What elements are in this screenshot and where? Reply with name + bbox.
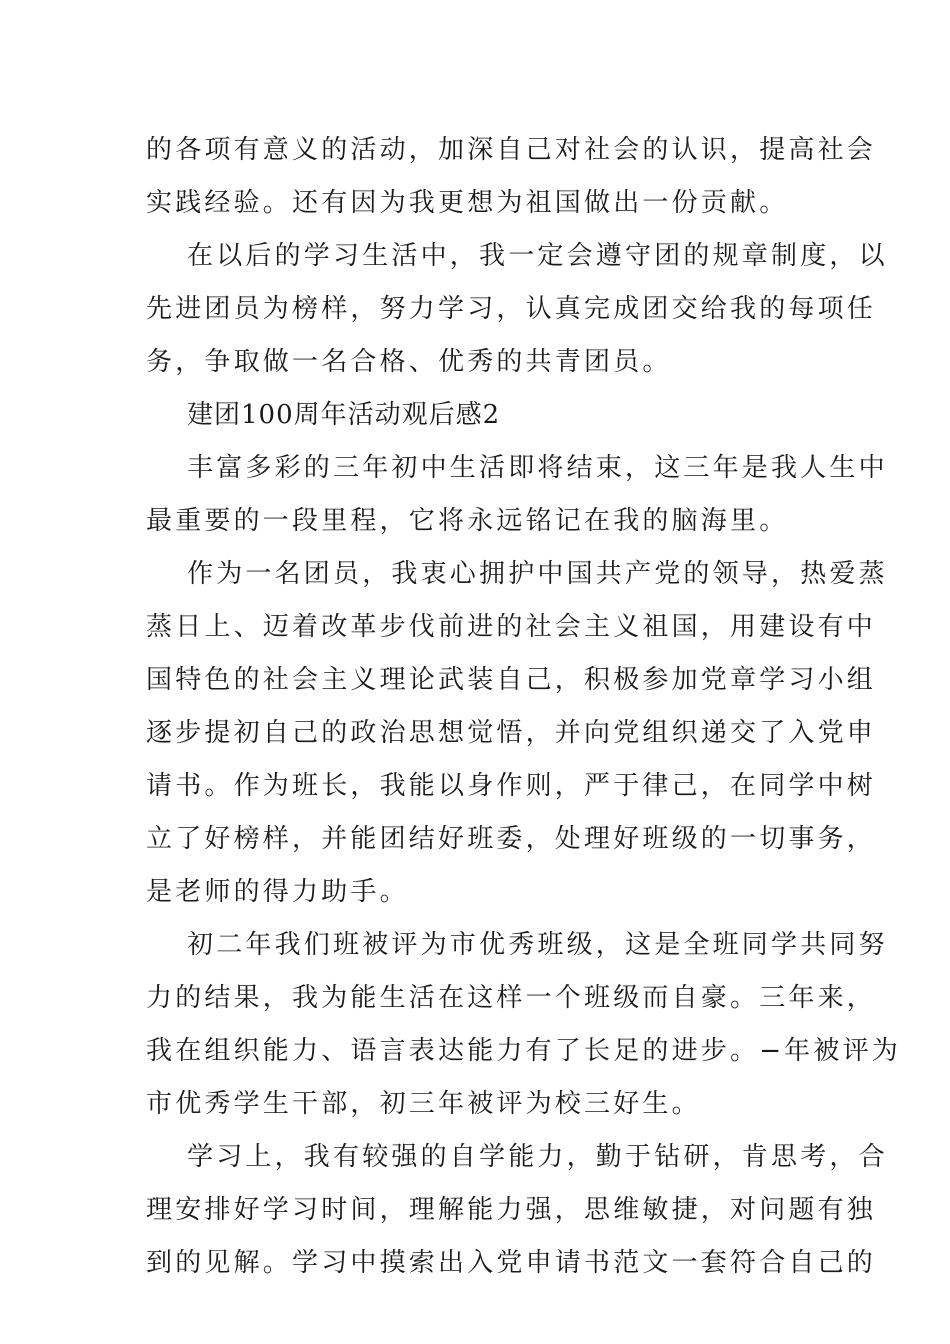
paragraph-p5 [146, 919, 901, 1131]
text-line: 蒸日上、迈着改革步伐前进的社会主义祖国，用建设有中 [146, 612, 877, 642]
text-line: 作为一名团员，我衷心拥护中国共产党的领导，热爱蒸 [187, 559, 888, 589]
text-line: 我在组织能力、语言表达能力有了长足的进步。−年被评为 [146, 1036, 901, 1066]
text-line: 在以后的学习生活中，我一定会遵守团的规章制度，以 [187, 241, 888, 271]
text-line: 先进团员为榜样，努力学习，认真完成团交给我的每项任 [146, 294, 877, 324]
document-page [146, 124, 901, 1290]
text-line: 务，争取做一名合格、优秀的共青团员。 [146, 347, 672, 377]
text-line: 立了好榜样，并能团结好班委，处理好班级的一切事务， [146, 824, 877, 854]
text-line: 实践经验。还有因为我更想为祖国做出一份贡献。 [146, 188, 789, 218]
text-line: 请书。作为班长，我能以身作则，严于律己，在同学中树 [146, 771, 877, 801]
paragraph-p3 [146, 442, 888, 548]
paragraph-p1 [146, 124, 877, 230]
paragraph-p2 [146, 230, 888, 389]
section-heading [146, 389, 806, 442]
text-line: 丰富多彩的三年初中生活即将结束，这三年是我人生中 [187, 453, 888, 483]
text-line: 初二年我们班被评为市优秀班级，这是全班同学共同努 [187, 930, 888, 960]
text-line: 最重要的一段里程，它将永远铭记在我的脑海里。 [146, 506, 789, 536]
text-line: 逐步提初自己的政治思想觉悟，并向党组织递交了入党申 [146, 718, 877, 748]
paragraph-p6 [146, 1131, 888, 1290]
text-line: 学习上，我有较强的自学能力，勤于钻研，肯思考，合 [187, 1142, 888, 1172]
text-line: 国特色的社会主义理论武装自己，积极参加党章学习小组 [146, 665, 877, 695]
text-line: 力的结果，我为能生活在这样一个班级而自豪。三年来， [146, 983, 877, 1013]
heading-text: 建团100周年活动观后感2 [187, 400, 501, 430]
paragraph-p4 [146, 548, 888, 919]
text-line: 到的见解。学习中摸索出入党申请书范文一套符合自己的 [146, 1248, 877, 1278]
text-line: 是老师的得力助手。 [146, 877, 409, 907]
text-line: 的各项有意义的活动，加深自己对社会的认识，提高社会 [146, 135, 877, 165]
text-line: 理安排好学习时间，理解能力强，思维敏捷，对问题有独 [146, 1195, 877, 1225]
text-line: 市优秀学生干部，初三年被评为校三好生。 [146, 1089, 701, 1119]
